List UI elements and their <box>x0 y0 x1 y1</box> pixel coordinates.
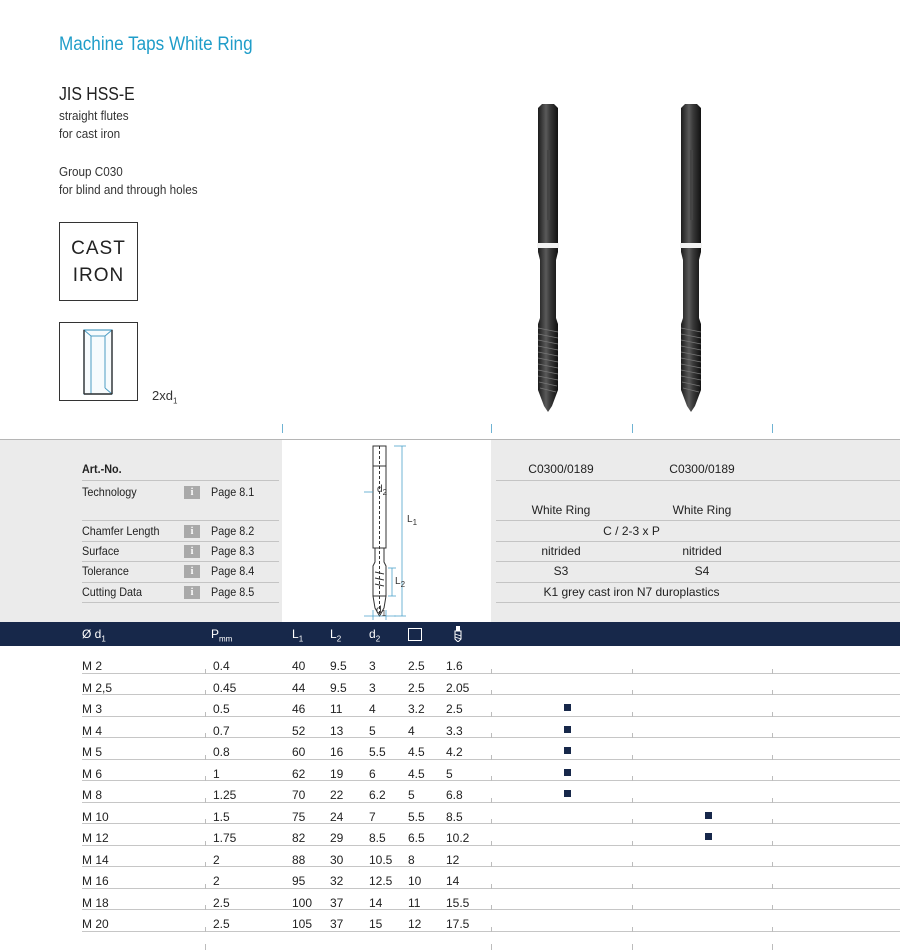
cell-d2: 15 <box>369 917 383 931</box>
table-row <box>0 695 900 717</box>
cell-l2: 13 <box>330 723 344 738</box>
cell-p: 0.45 <box>213 680 237 695</box>
column-tick <box>632 944 633 950</box>
chamfer-value: C / 2-3 x P <box>603 524 660 538</box>
table-row <box>0 889 900 911</box>
cell-l2: 37 <box>330 917 344 931</box>
availability-marker <box>564 769 571 776</box>
group-description: for blind and through holes <box>59 182 198 197</box>
cell-d2: 10.5 <box>369 852 393 867</box>
cell-sq: 12 <box>408 917 422 931</box>
page-title: Machine Taps White Ring <box>59 34 253 55</box>
table-row <box>0 867 900 889</box>
spec-label-tolerance: Tolerance <box>82 564 129 578</box>
cell-l1: 52 <box>292 723 306 738</box>
spec-page-surface[interactable]: Page 8.3 <box>211 544 255 558</box>
availability-marker <box>564 704 571 711</box>
header-pitch: $P_{mm}$ <box>211 627 233 644</box>
cell-l2: 30 <box>330 852 344 867</box>
cell-p: 0.7 <box>213 723 230 738</box>
drawing-label-l2: $L_2$ <box>395 576 406 589</box>
cell-l1: 44 <box>292 680 306 695</box>
cell-drill: 12 <box>446 852 460 867</box>
cell-d2: 6.2 <box>369 788 386 802</box>
column-tick <box>282 424 283 433</box>
technology-col-1: White Ring <box>531 503 591 517</box>
drawing-label-d1: $d_1$ <box>376 605 387 618</box>
cell-drill: 14 <box>446 874 460 888</box>
cell-d2: 12.5 <box>369 874 393 888</box>
square-drive-icon <box>408 628 422 641</box>
cell-l1: 60 <box>292 745 306 759</box>
cell-l1: 95 <box>292 874 306 888</box>
surface-col-2: nitrided <box>682 544 722 558</box>
cell-drill: 10.2 <box>446 831 470 845</box>
header-l2: $L_2$ <box>330 627 342 644</box>
art-no-col-2: C0300/0189 <box>669 462 735 476</box>
cell-l2: 24 <box>330 809 344 824</box>
table-row <box>0 803 900 825</box>
cell-d2: 7 <box>369 809 376 824</box>
cell-drill: 2.05 <box>446 680 470 695</box>
drawing-label-d2: $d_2$ <box>377 484 388 497</box>
cell-l2: 29 <box>330 831 344 845</box>
cell-drill: 8.5 <box>446 809 463 824</box>
table-row <box>0 910 900 932</box>
spec-page-technology[interactable]: Page 8.1 <box>211 485 255 499</box>
column-tick <box>491 927 492 932</box>
cell-size: M 6 <box>82 766 103 781</box>
cell-l2: 37 <box>330 895 344 910</box>
material-badge <box>59 222 138 301</box>
info-icon[interactable]: i <box>184 545 200 558</box>
cell-drill: 4.2 <box>446 745 463 759</box>
table-row <box>0 717 900 739</box>
cell-drill: 17.5 <box>446 917 470 931</box>
column-tick <box>632 927 633 932</box>
description-line-1: straight flutes <box>59 108 129 123</box>
cell-d2: 8.5 <box>369 831 386 845</box>
divider <box>496 520 900 521</box>
availability-marker <box>705 833 712 840</box>
spec-label-chamfer: Chamfer Length <box>82 524 160 538</box>
cell-sq: 6.5 <box>408 831 425 845</box>
availability-marker <box>564 726 571 733</box>
cell-l1: 62 <box>292 766 306 781</box>
cell-l2: 19 <box>330 766 344 781</box>
availability-marker <box>564 790 571 797</box>
cell-d2: 14 <box>369 895 383 910</box>
cell-l2: 32 <box>330 874 344 888</box>
cell-l1: 105 <box>292 917 313 931</box>
spec-label-cutting-data: Cutting Data <box>82 585 143 599</box>
table-row <box>0 846 900 868</box>
cell-size: M 10 <box>82 809 109 824</box>
header-d1: Ø $d_1$ <box>82 627 106 644</box>
column-tick <box>491 944 492 950</box>
spec-label-technology: Technology <box>82 485 137 499</box>
cell-d2: 3 <box>369 659 376 673</box>
table-header <box>0 622 900 646</box>
column-tick <box>491 424 492 433</box>
cell-l1: 100 <box>292 895 313 910</box>
cell-p: 2 <box>213 874 220 888</box>
cell-size: M 5 <box>82 745 103 759</box>
divider <box>496 582 900 583</box>
table-row <box>0 652 900 674</box>
tolerance-col-1: S3 <box>553 564 569 578</box>
column-tick <box>772 944 773 950</box>
cell-l1: 70 <box>292 788 306 802</box>
cell-p: 1.5 <box>213 809 230 824</box>
cell-size: M 8 <box>82 788 103 802</box>
column-tick <box>772 927 773 932</box>
cell-size: M 20 <box>82 917 109 931</box>
cell-drill: 2.5 <box>446 702 463 716</box>
cell-sq: 4 <box>408 723 415 738</box>
cell-sq: 11 <box>408 895 421 910</box>
cell-p: 2.5 <box>213 895 230 910</box>
spec-page-chamfer[interactable]: Page 8.2 <box>211 524 255 538</box>
cell-size: M 4 <box>82 723 103 738</box>
cell-l1: 40 <box>292 659 306 673</box>
cell-l2: 11 <box>330 702 343 716</box>
cell-p: 2.5 <box>213 917 230 931</box>
info-icon[interactable]: i <box>184 525 200 538</box>
technology-col-2: White Ring <box>672 503 732 517</box>
hole-depth-label: $2xd_1$ <box>152 388 178 406</box>
cell-l2: 16 <box>330 745 344 759</box>
cell-sq: 10 <box>408 874 422 888</box>
column-tick <box>205 927 206 932</box>
cell-p: 0.8 <box>213 745 230 759</box>
cutting-data-value: K1 grey cast iron N7 duroplastics <box>543 585 720 599</box>
cell-sq: 2.5 <box>408 680 425 695</box>
divider <box>496 561 900 562</box>
info-icon[interactable]: i <box>184 486 200 499</box>
info-icon[interactable]: i <box>184 586 200 599</box>
cell-d2: 6 <box>369 766 376 781</box>
tolerance-col-2: S4 <box>694 564 710 578</box>
cell-p: 2 <box>213 852 220 867</box>
spec-page-cutting-data[interactable]: Page 8.5 <box>211 585 255 599</box>
cell-size: M 14 <box>82 852 109 867</box>
cell-l2: 22 <box>330 788 344 802</box>
cell-size: M 3 <box>82 702 103 716</box>
cell-drill: 5 <box>446 766 453 781</box>
divider <box>82 480 279 481</box>
tap-image-1 <box>528 100 568 420</box>
hole-type-icon <box>59 322 138 401</box>
cell-sq: 3.2 <box>408 702 425 716</box>
divider <box>82 520 279 521</box>
surface-col-1: nitrided <box>541 544 581 558</box>
column-tick <box>205 944 206 950</box>
spec-page-tolerance[interactable]: Page 8.4 <box>211 564 255 578</box>
table-row <box>0 824 900 846</box>
divider <box>496 602 900 603</box>
cell-p: 1 <box>213 766 220 781</box>
cell-l1: 46 <box>292 702 306 716</box>
tap-image-2 <box>675 100 715 420</box>
group-label: Group C030 <box>59 164 123 179</box>
cell-p: 1.25 <box>213 788 237 802</box>
cell-d2: 5.5 <box>369 745 386 759</box>
cell-drill: 6.8 <box>446 788 463 802</box>
cell-l2: 9.5 <box>330 680 347 695</box>
table-row <box>0 674 900 696</box>
size-table <box>0 652 900 944</box>
availability-marker <box>564 747 571 754</box>
cell-drill: 1.6 <box>446 659 463 673</box>
divider <box>82 582 279 583</box>
cell-sq: 4.5 <box>408 766 425 781</box>
cell-size: M 16 <box>82 874 109 888</box>
drawing-label-l1: $L_1$ <box>407 514 418 527</box>
material-line-1: CAST <box>71 237 126 259</box>
availability-marker <box>705 812 712 819</box>
art-no-col-1: C0300/0189 <box>528 462 594 476</box>
divider <box>82 561 279 562</box>
cell-l2: 9.5 <box>330 659 347 673</box>
cell-drill: 3.3 <box>446 723 463 738</box>
description-line-2: for cast iron <box>59 126 121 141</box>
cell-sq: 8 <box>408 852 415 867</box>
cell-p: 0.5 <box>213 702 230 716</box>
divider <box>82 541 279 542</box>
cell-l1: 82 <box>292 831 306 845</box>
table-row <box>0 781 900 803</box>
table-row <box>0 760 900 782</box>
cell-d2: 3 <box>369 680 376 695</box>
spec-label-surface: Surface <box>82 544 120 558</box>
divider <box>82 602 279 603</box>
cell-p: 1.75 <box>213 831 237 845</box>
cell-d2: 5 <box>369 723 376 738</box>
cell-l1: 88 <box>292 852 306 867</box>
divider <box>496 480 900 481</box>
table-row <box>0 738 900 760</box>
cell-size: M 18 <box>82 895 109 910</box>
header-l1: $L_1$ <box>292 627 304 644</box>
cell-d2: 4 <box>369 702 376 716</box>
cell-sq: 5.5 <box>408 809 425 824</box>
tap-drawing-panel <box>282 440 491 622</box>
cell-sq: 2.5 <box>408 659 425 673</box>
cell-p: 0.4 <box>213 659 230 673</box>
cell-size: M 12 <box>82 831 109 845</box>
product-subtitle: JIS HSS-E <box>59 84 135 104</box>
cell-sq: 4.5 <box>408 745 425 759</box>
material-line-2: IRON <box>72 264 125 286</box>
cell-size: M 2,5 <box>82 680 113 695</box>
drill-icon <box>454 626 462 642</box>
cell-l1: 75 <box>292 809 306 824</box>
column-tick <box>772 424 773 433</box>
cell-sq: 5 <box>408 788 415 802</box>
cell-size: M 2 <box>82 659 103 673</box>
cell-drill: 15.5 <box>446 895 470 910</box>
column-tick <box>632 424 633 433</box>
header-d2: $d_2$ <box>369 627 381 644</box>
art-no-label: Art.-No. <box>82 462 122 476</box>
info-icon[interactable]: i <box>184 565 200 578</box>
divider <box>496 541 900 542</box>
